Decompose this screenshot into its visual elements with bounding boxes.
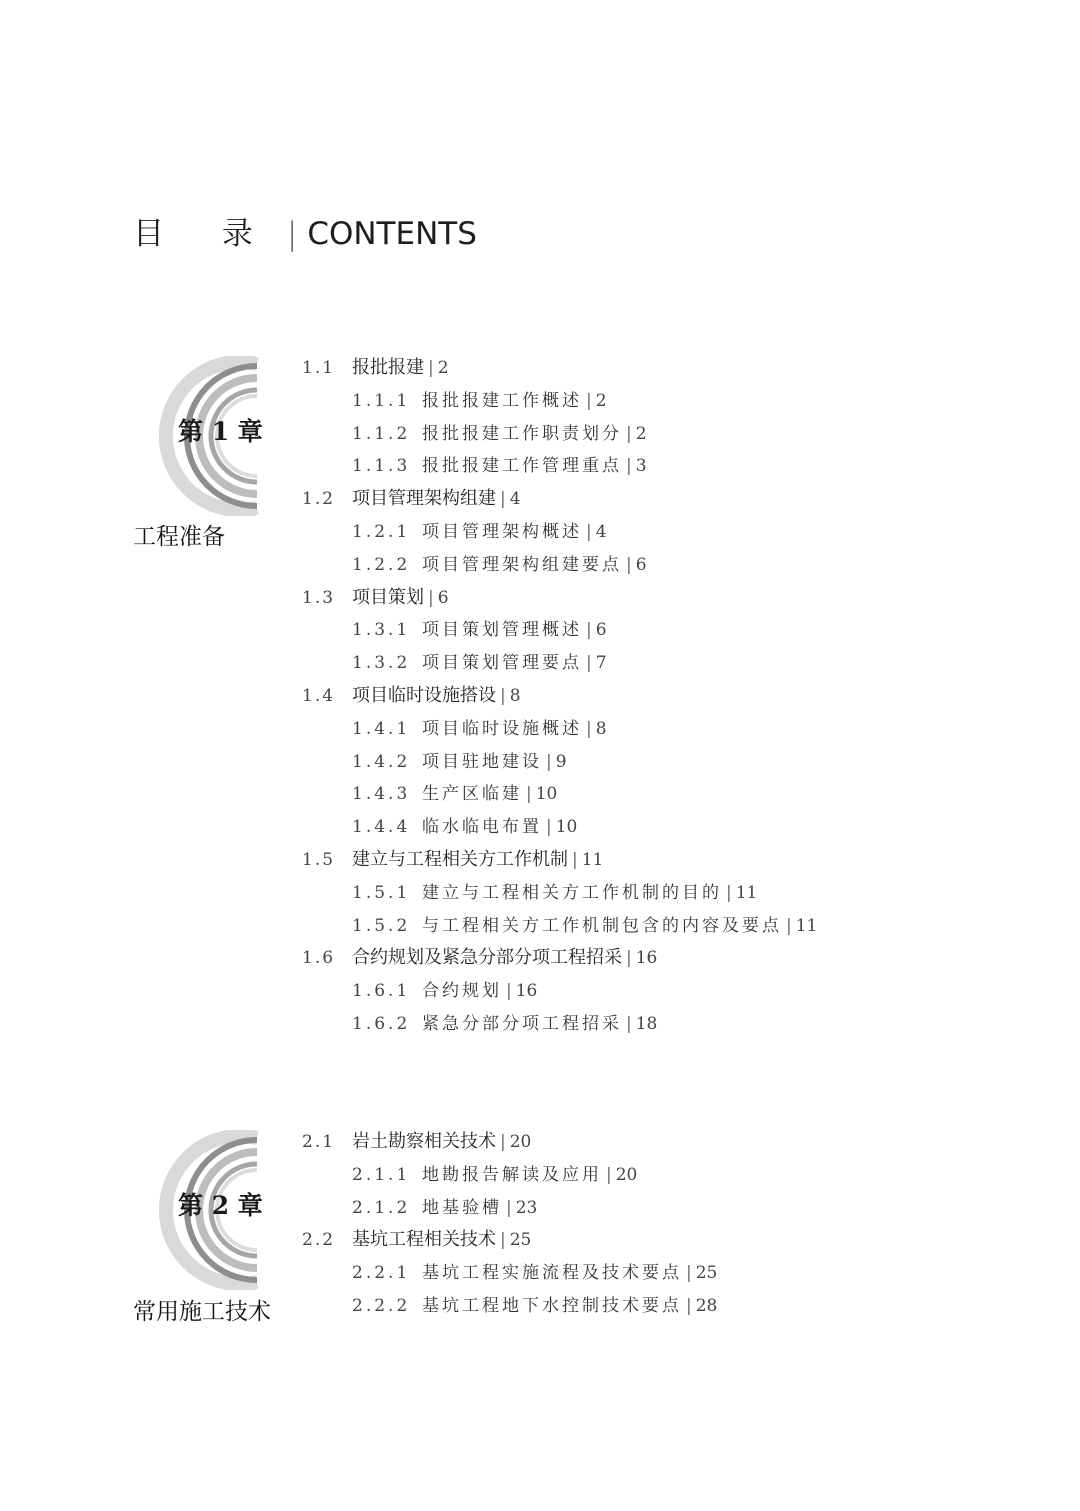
toc-page-number: 28 [695,1295,718,1316]
chapter-number: 第 1 章 [178,417,263,446]
toc-subsection-entry[interactable] [302,1192,717,1225]
chapter-2-emblem [142,1130,287,1290]
toc-page-number: 23 [515,1197,538,1218]
toc-entry-title: 项目管理架构概述 [422,521,582,542]
toc-page-number: 6 [595,620,607,641]
toc-page-number: 2 [437,358,449,378]
toc-page-number: 20 [509,1132,532,1152]
toc-subsection-entry[interactable] [302,614,817,647]
toc-page-number: 3 [635,456,647,477]
toc-entry-title: 地基验槽 [422,1197,502,1218]
page-title [133,212,477,256]
toc-separator: | [626,948,632,969]
toc-page-number: 10 [555,817,578,838]
toc-page-number: 9 [555,751,567,772]
toc-entry-title: 与工程相关方工作机制包含的内容及要点 [422,915,782,936]
toc-subsection-entry[interactable] [302,1257,717,1290]
toc-subsection-entry[interactable] [302,516,817,549]
toc-entry-title: 项目策划管理概述 [422,620,582,641]
toc-separator: | [586,620,592,641]
toc-subsection-entry[interactable] [302,1159,717,1192]
toc-separator: | [626,456,632,477]
toc-entry-title: 项目管理架构组建 [352,488,496,510]
toc-page-number: 8 [509,685,521,706]
toc-entry-number: 2.2.1 [352,1263,411,1284]
toc-section-entry[interactable] [302,582,817,615]
toc-entry-title: 合约规划 [422,981,502,1002]
toc-separator: | [500,489,506,510]
toc-separator: | [626,423,632,444]
toc-separator: | [506,981,512,1002]
toc-separator: | [686,1263,692,1284]
toc-page-number: 11 [581,849,604,870]
toc-entry-title: 紧急分部分项工程招采 [422,1013,622,1034]
toc-entry-title: 基坑工程实施流程及技术要点 [422,1263,682,1284]
toc-entry-title: 建立与工程相关方工作机制 [352,848,568,870]
toc-section-entry[interactable] [302,483,817,516]
toc-section-entry[interactable] [302,680,817,713]
title-separator: | [286,216,298,252]
chapter-name: 常用施工技术 [133,1299,271,1325]
toc-entry-number: 1.1.3 [352,456,411,477]
toc-entry-number: 1.2 [302,489,336,510]
toc-entry-title: 报批报建 [352,357,424,378]
toc-separator: | [586,521,592,542]
toc-page-number: 16 [635,948,658,969]
toc-page-number: 7 [595,653,607,674]
chapter-number: 第 2 章 [178,1191,263,1220]
toc-entry-title: 岩土勘察相关技术 [352,1131,496,1152]
toc-separator: | [726,882,732,903]
toc-separator: | [500,1132,506,1152]
toc-entry-title: 建立与工程相关方工作机制的目的 [422,882,722,903]
chapter-name: 工程准备 [133,524,225,550]
toc-separator: | [686,1295,692,1316]
toc-entry-number: 1.3.2 [352,653,411,674]
toc-separator: | [506,1197,512,1218]
toc-separator: | [526,784,532,805]
toc-separator: | [428,587,434,608]
toc-entry-title: 报批报建工作职责划分 [422,423,622,444]
toc-separator: | [626,554,632,575]
toc-entry-number: 1.5.1 [352,882,411,903]
toc-page-number: 6 [635,554,647,575]
toc-subsection-entry[interactable] [302,647,817,680]
toc-entry-title: 生产区临建 [422,784,522,805]
toc-entry-title: 项目策划管理要点 [422,653,582,674]
toc-entry-number: 1.1.1 [352,390,411,411]
toc-separator: | [586,653,592,674]
toc-page-number: 18 [635,1013,658,1034]
toc-entry-number: 1.3 [302,587,336,608]
toc-entry-number: 1.4.1 [352,718,411,739]
toc-entry-number: 2.2.2 [352,1295,411,1316]
toc-separator: | [500,1230,506,1251]
toc-separator: | [546,817,552,838]
toc-subsection-entry[interactable] [302,778,817,811]
toc-separator: | [786,915,792,936]
toc-page-number: 2 [635,423,647,444]
toc-entry-title: 地勘报告解读及应用 [422,1164,602,1185]
toc-entry-number: 1.6 [302,948,336,969]
toc-page-number: 20 [615,1164,638,1185]
toc-entry-number: 1.2.2 [352,554,411,575]
toc-subsection-entry[interactable] [302,877,817,910]
toc-entry-number: 1.4.2 [352,751,411,772]
toc-entry-number: 2.1 [302,1132,336,1152]
toc-subsection-entry[interactable] [302,975,817,1008]
toc-entry-number: 1.3.1 [352,620,411,641]
toc-entry-number: 1.6.1 [352,981,411,1002]
toc-page-number: 4 [595,521,607,542]
toc-subsection-entry[interactable] [302,450,817,483]
toc-section-entry[interactable] [302,1126,717,1159]
toc-page-number: 10 [535,784,558,805]
toc-entry-title: 临水临电布置 [422,817,542,838]
toc-section-entry[interactable] [302,1224,717,1257]
toc-entry-number: 1.5 [302,849,336,870]
toc-entry-number: 1.1.2 [352,423,411,444]
toc-page-number: 25 [695,1263,718,1284]
toc-separator: | [606,1164,612,1185]
toc-entry-number: 1.4 [302,685,336,706]
toc-entry-title: 项目临时设施概述 [422,718,582,739]
toc-entry-title: 合约规划及紧急分部分项工程招采 [352,947,622,969]
toc-list-chapter-1 [302,352,817,1041]
toc-separator: | [500,685,506,706]
toc-separator: | [626,1013,632,1034]
toc-page-number: 11 [795,915,818,936]
toc-section-entry[interactable] [302,352,817,385]
toc-subsection-entry[interactable] [302,549,817,582]
toc-entry-title: 项目临时设施搭设 [352,684,496,706]
toc-entry-number: 2.1.1 [352,1164,411,1185]
toc-entry-title: 项目管理架构组建要点 [422,554,622,575]
toc-page-number: 25 [509,1230,532,1251]
toc-separator: | [586,390,592,411]
toc-entry-title: 项目策划 [352,586,424,608]
toc-entry-number: 1.2.1 [352,521,411,542]
toc-entry-number: 2.2 [302,1230,336,1251]
title-cn: 目 录 [133,216,277,252]
toc-section-entry[interactable] [302,942,817,975]
toc-separator: | [546,751,552,772]
toc-separator: | [572,849,578,870]
toc-entry-number: 1.4.3 [352,784,411,805]
toc-separator: | [428,358,434,378]
toc-page-number: 8 [595,718,607,739]
chapter-1-emblem [142,356,287,516]
toc-entry-title: 报批报建工作概述 [422,390,582,411]
toc-page-number: 6 [437,587,449,608]
toc-page-number: 11 [735,882,758,903]
toc-subsection-entry[interactable] [302,910,817,943]
toc-entry-title: 基坑工程相关技术 [352,1229,496,1251]
toc-entry-number: 2.1.2 [352,1197,411,1218]
toc-entry-title: 基坑工程地下水控制技术要点 [422,1295,682,1316]
toc-subsection-entry[interactable] [302,713,817,746]
toc-section-entry[interactable] [302,844,817,877]
toc-entry-number: 1.1 [302,358,336,378]
toc-subsection-entry[interactable] [302,1008,817,1041]
toc-page-number: 4 [509,489,521,510]
toc-separator: | [586,718,592,739]
toc-subsection-entry[interactable] [302,1290,717,1323]
toc-page-number: 2 [595,390,607,411]
toc-subsection-entry[interactable] [302,418,817,451]
toc-list-chapter-2 [302,1126,717,1323]
toc-subsection-entry[interactable] [302,811,817,844]
toc-subsection-entry[interactable] [302,385,817,418]
toc-subsection-entry[interactable] [302,746,817,779]
toc-entry-title: 项目驻地建设 [422,751,542,772]
toc-entry-title: 报批报建工作管理重点 [422,456,622,477]
toc-page-number: 16 [515,981,538,1002]
toc-entry-number: 1.5.2 [352,915,411,936]
toc-entry-number: 1.4.4 [352,817,411,838]
toc-entry-number: 1.6.2 [352,1013,411,1034]
title-en: CONTENTS [307,216,477,252]
